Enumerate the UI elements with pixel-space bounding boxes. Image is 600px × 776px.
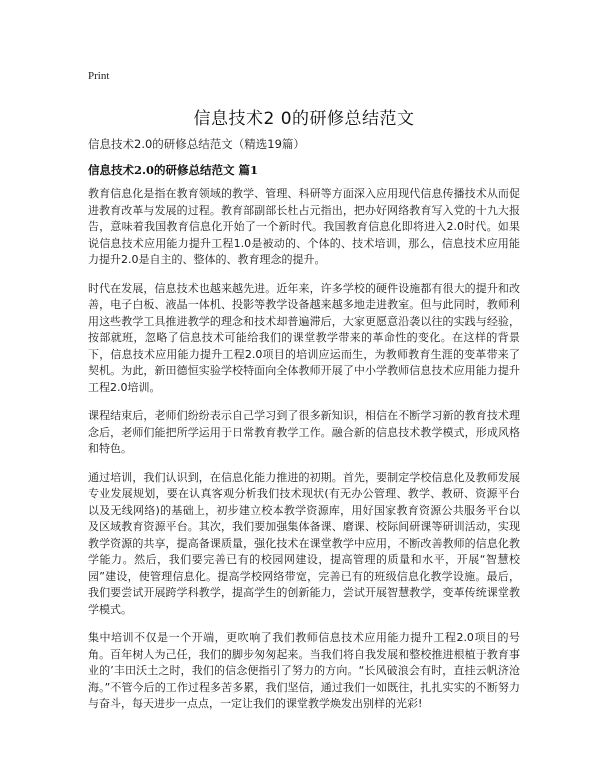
paragraph-3: 课程结束后，老师们纷纷表示自己学习到了很多新知识，相信在不断学习新的教育技术理念后，老师们能把所学运用于日常教育教学工作。融合新的信息技术教学模式，形成风格和特色。: [88, 409, 520, 455]
document-subtitle: 信息技术2.0的研修总结范文（精选19篇）: [88, 137, 305, 151]
page-title: 信息技术2 0的研修总结范文: [193, 109, 415, 129]
paragraph-2: 时代在发展，信息技术也越来越先进。近年来，许多学校的硬件设施都有很大的提升和改善，电子白板、液晶一体机、投影等教学设备越来越多地走进教室。但与此同时，教师利用这些教学工具推进教学的理念和技术却普遍滞后，大家更愿意沿袭以往的实践与经验，按部就班，忽略了信息技术可能给我们的课堂教学带来的革命性的变化。在这样的背景下，信息技术应用能力提升工程2.0项目的培训应运而生，为教师教育生涯的变革带来了契机。为此，新田德恒实验学校特面向全体教师开展了中小学教师信息技术应用能力提升工程2.0培训。: [88, 281, 520, 394]
section-heading: 信息技术2.0的研修总结范文 篇1: [88, 163, 259, 177]
print-label[interactable]: Print: [88, 70, 110, 82]
paragraph-5: 集中培训不仅是一个开端，更吹响了我们教师信息技术应用能力提升工程2.0项目的号角。百年树人为己任，我们的脚步匆匆起来。当我们将自我发展和整校推进根植于教育事业的’丰田沃土之时，我们的信念便指引了努力的方向。“长风破浪会有时，直挂云帆济沧海。”不管今后的工作过程多苦多累，我们坚信，通过我们一如既往，扎扎实实的不断努力与奋斗，每天进步一点点，一定让我们的课堂教学焕发出别样的光彩!: [88, 631, 520, 710]
paragraph-1: 教育信息化是指在教育领域的教学、管理、科研等方面深入应用现代信息传播技术从而促进教育改革与发展的过程。教育部副部长杜占元指出，把办好网络教育写入党的十九大报告，意味着我国教育信息化开始了一个新时代。我国教育信息化即将进入2.0时代。如果说信息技术应用能力提升工程1.0是被动的、个体的、技术培训，那么，信息技术应用能力提升2.0是自主的、整体的、教育理念的提升。: [88, 187, 520, 266]
body-text: [88, 186, 520, 725]
paragraph-4: 通过培训，我们认识到，在信息化能力推进的初期。首先，要制定学校信息化及教师发展专业发展规划，要在认真客观分析我们技术现状(有无办公管理、教学、教研、资源平台以及无线网络)的基础上，初步建立校本教学资源库，用好国家教育资源公共服务平台以及区域教育资源平台。其次，我们要加强集体备课、磨课、校际间研课等研训活动，实现教学资源的共享，提高备课质量，强化技术在课堂教学中应用，不断改善教师的信息化教学能力。然后，我们要完善已有的校园网建设，提高管理的质量和水平，开展“智慧校园”建设，使管理信息化。提高学校网络带宽，完善已有的班级信息化教学设施。最后，我们要尝试开展跨学科教学，提高学生的创新能力，尝试开展智慧教学，变革传统课堂教学模式。: [88, 470, 520, 616]
